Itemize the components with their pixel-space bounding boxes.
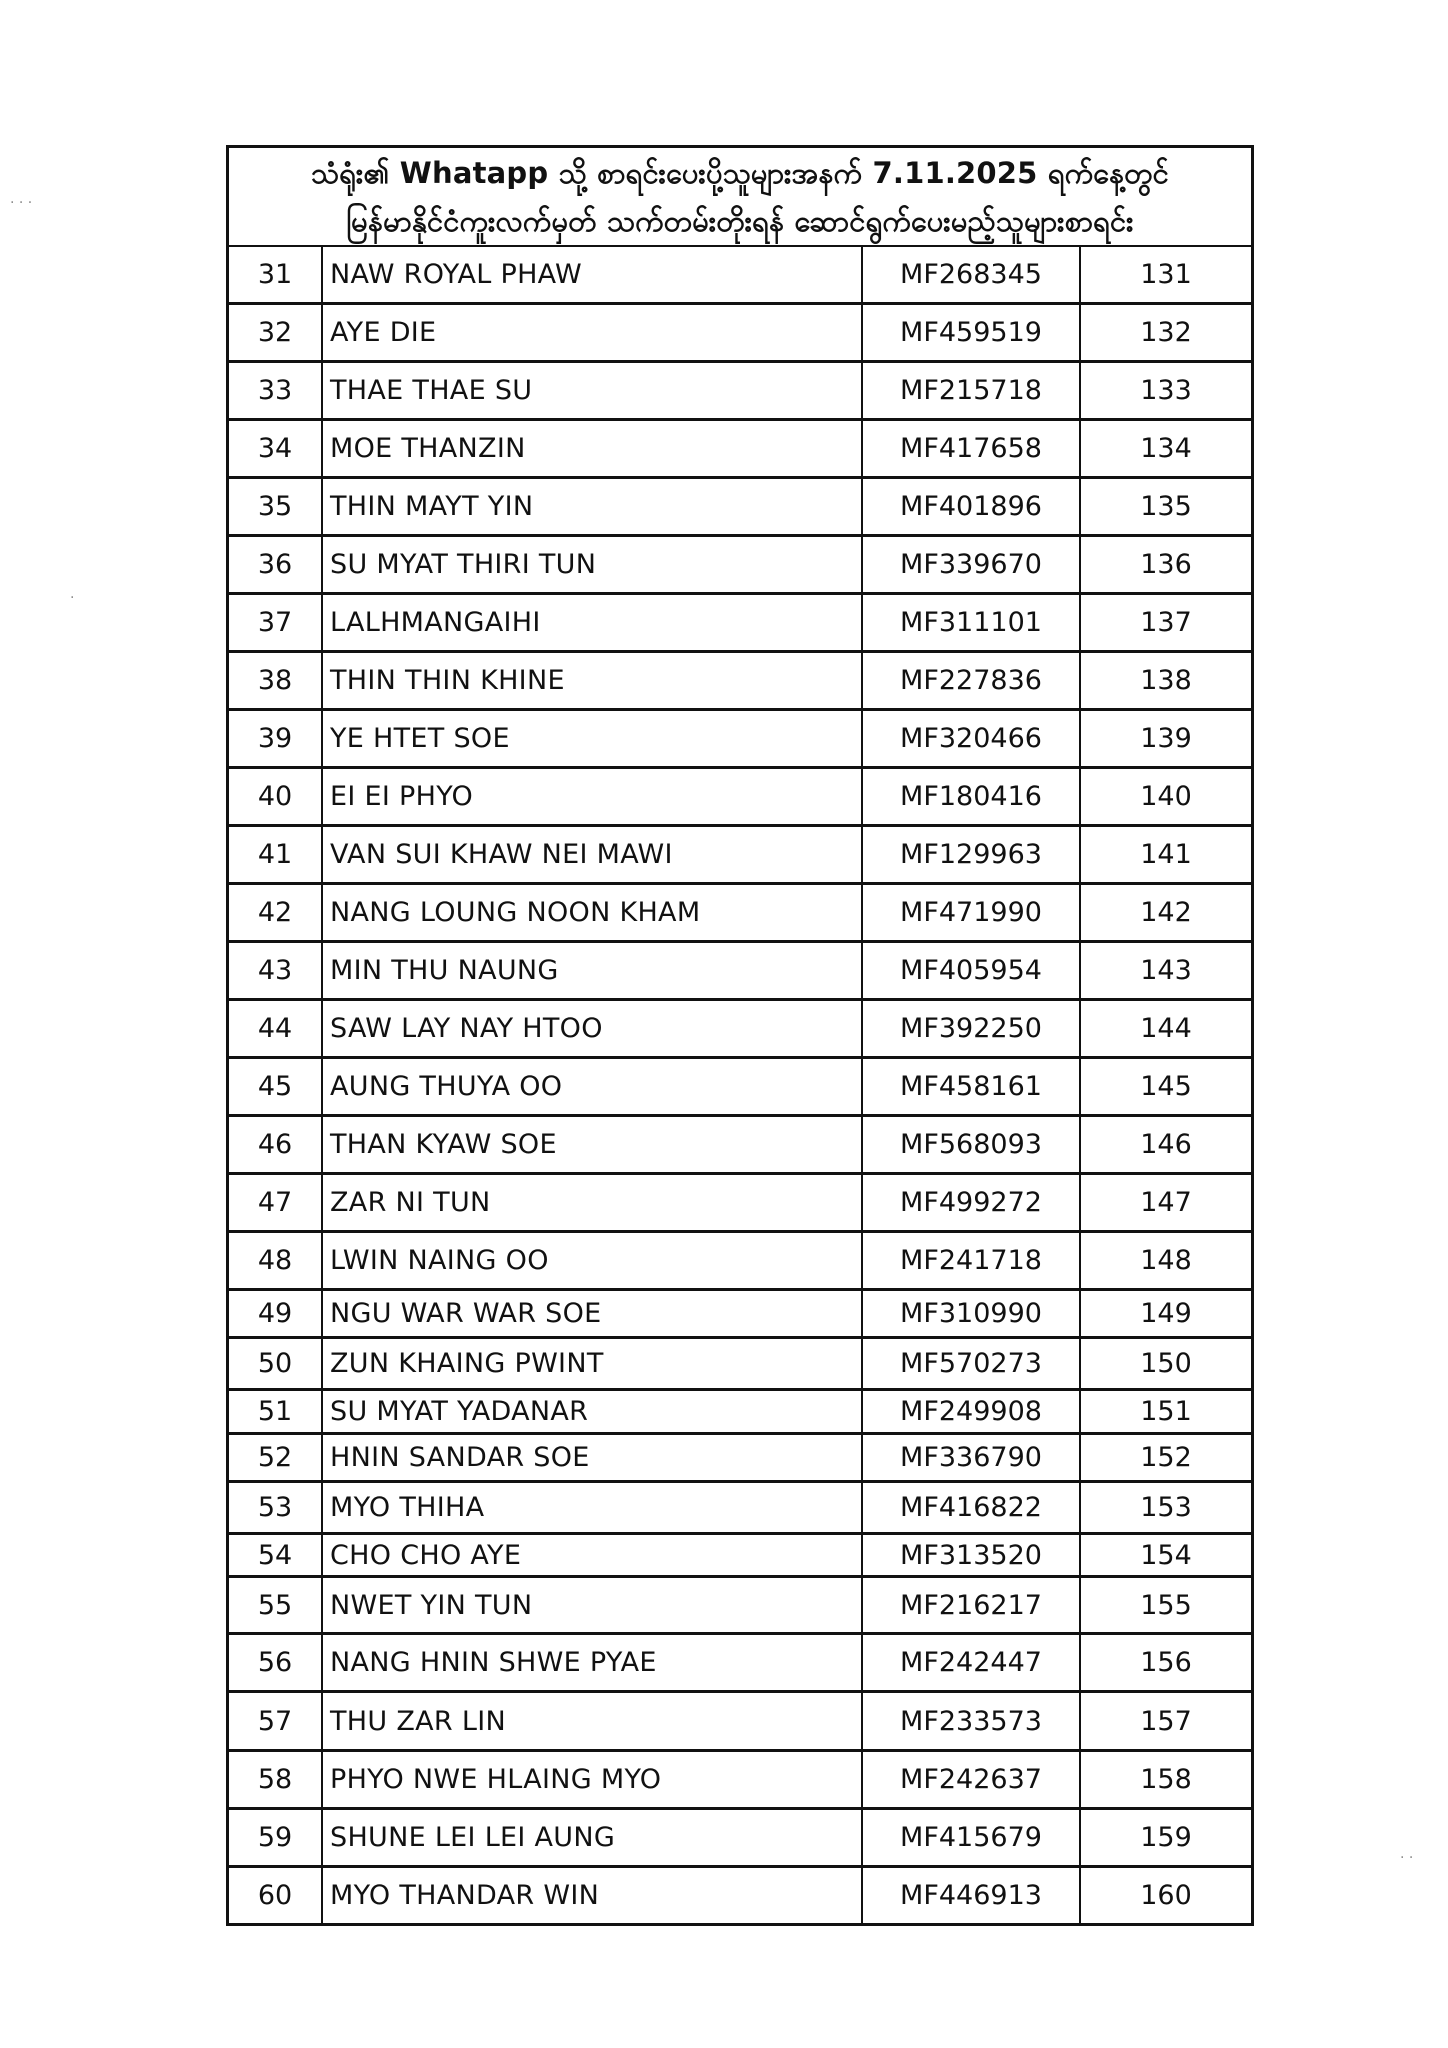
sequence-number: 133 [1140,375,1192,406]
table-row [226,653,1254,711]
person-name: SU MYAT THIRI TUN [323,537,863,592]
sequence-number: 159 [1140,1822,1192,1853]
person-name: THIN MAYT YIN [323,479,863,534]
table-row [226,1001,1254,1059]
person-name: MOE THANZIN [323,421,863,476]
person-name: NANG HNIN SHWE PYAE [323,1635,863,1690]
sequence-number: 145 [1140,1071,1192,1102]
passport-number: MF227836 [863,653,1081,708]
passport-number: MF339670 [863,537,1081,592]
passport-number: MF320466 [863,711,1081,766]
row-number: 54 [229,1535,323,1575]
passport-number: MF392250 [863,1001,1081,1056]
sequence-number: 158 [1140,1764,1192,1795]
table-row [226,1117,1254,1175]
row-number: 31 [229,247,323,302]
registration-table [226,145,1254,1926]
row-number: 40 [229,769,323,824]
passport-number: MF311101 [863,595,1081,650]
passport-number: MF416822 [863,1483,1081,1532]
table-row [226,1752,1254,1810]
row-number: 49 [229,1291,323,1336]
person-name: AUNG THUYA OO [323,1059,863,1114]
row-number: 39 [229,711,323,766]
person-name: LWIN NAING OO [323,1233,863,1288]
row-number: 58 [229,1752,323,1807]
row-number: 41 [229,827,323,882]
passport-number: MF216217 [863,1578,1081,1632]
sequence-number: 131 [1140,259,1192,290]
passport-number: MF336790 [863,1435,1081,1480]
passport-number: MF241718 [863,1233,1081,1288]
person-name: CHO CHO AYE [323,1535,863,1575]
passport-number: MF458161 [863,1059,1081,1114]
person-name: MIN THU NAUNG [323,943,863,998]
sequence-number: 135 [1140,491,1192,522]
person-name: YE HTET SOE [323,711,863,766]
row-number: 47 [229,1175,323,1230]
sequence-number: 146 [1140,1129,1192,1160]
table-row [226,537,1254,595]
row-number: 50 [229,1339,323,1388]
row-number: 45 [229,1059,323,1114]
passport-number: MF570273 [863,1339,1081,1388]
row-number: 53 [229,1483,323,1532]
person-name: SAW LAY NAY HTOO [323,1001,863,1056]
sequence-number: 151 [1140,1396,1192,1427]
passport-number: MF242447 [863,1635,1081,1690]
person-name: EI EI PHYO [323,769,863,824]
row-number: 48 [229,1233,323,1288]
sequence-number: 150 [1140,1348,1192,1379]
person-name: AYE DIE [323,305,863,360]
person-name: PHYO NWE HLAING MYO [323,1752,863,1807]
table-row [226,305,1254,363]
table-row [226,479,1254,537]
scan-speck: · · [1400,1850,1414,1866]
sequence-number: 144 [1140,1013,1192,1044]
scan-speck: · [70,590,75,606]
sequence-number: 140 [1140,781,1192,812]
row-number: 32 [229,305,323,360]
row-number: 59 [229,1810,323,1865]
sequence-number: 155 [1140,1589,1192,1621]
person-name: MYO THIHA [323,1483,863,1532]
table-row [226,711,1254,769]
table-row [226,1483,1254,1535]
table-row [226,1635,1254,1693]
sequence-number: 134 [1140,433,1192,464]
passport-number: MF459519 [863,305,1081,360]
table-row [226,1339,1254,1391]
table-row [226,1059,1254,1117]
person-name: NANG LOUNG NOON KHAM [323,885,863,940]
person-name: SHUNE LEI LEI AUNG [323,1810,863,1865]
row-number: 52 [229,1435,323,1480]
passport-number: MF249908 [863,1391,1081,1432]
passport-number: MF313520 [863,1535,1081,1575]
row-number: 36 [229,537,323,592]
table-row [226,247,1254,305]
passport-number: MF417658 [863,421,1081,476]
person-name: NGU WAR WAR SOE [323,1291,863,1336]
table-row [226,1578,1254,1635]
sequence-number: 138 [1140,665,1192,696]
person-name: THAE THAE SU [323,363,863,418]
person-name: NWET YIN TUN [323,1578,863,1632]
row-number: 33 [229,363,323,418]
row-number: 35 [229,479,323,534]
sequence-number: 160 [1140,1880,1192,1911]
passport-number: MF568093 [863,1117,1081,1172]
table-body [226,247,1254,1926]
table-title [226,145,1254,247]
passport-number: MF401896 [863,479,1081,534]
table-row [226,769,1254,827]
person-name: NAW ROYAL PHAW [323,247,863,302]
table-row [226,595,1254,653]
passport-number: MF215718 [863,363,1081,418]
sequence-number: 132 [1140,317,1192,348]
sequence-number: 137 [1140,607,1192,638]
row-number: 42 [229,885,323,940]
sequence-number: 139 [1140,723,1192,754]
passport-number: MF180416 [863,769,1081,824]
table-row [226,1233,1254,1291]
sequence-number: 152 [1140,1442,1192,1473]
title-line-1: သံရုံး၏ Whatapp သို့ စာရင်းပေးပို့သူများအနက် 7.11.2025 ရက်နေ့တွင် [311,155,1169,190]
sequence-number: 147 [1140,1187,1192,1218]
row-number: 46 [229,1117,323,1172]
passport-number: MF233573 [863,1693,1081,1749]
row-number: 38 [229,653,323,708]
row-number: 57 [229,1693,323,1749]
passport-number: MF268345 [863,247,1081,302]
row-number: 37 [229,595,323,650]
scan-speck: · · · [10,195,33,211]
person-name: THAN KYAW SOE [323,1117,863,1172]
passport-number: MF471990 [863,885,1081,940]
table-row [226,885,1254,943]
row-number: 34 [229,421,323,476]
table-row [226,1435,1254,1483]
table-row [226,943,1254,1001]
row-number: 60 [229,1868,323,1923]
passport-number: MF242637 [863,1752,1081,1807]
sequence-number: 141 [1140,839,1192,870]
table-row [226,827,1254,885]
table-row [226,1391,1254,1435]
passport-number: MF405954 [863,943,1081,998]
person-name: VAN SUI KHAW NEI MAWI [323,827,863,882]
sequence-number: 149 [1140,1298,1192,1329]
person-name: THIN THIN KHINE [323,653,863,708]
sequence-number: 153 [1140,1492,1192,1523]
person-name: ZUN KHAING PWINT [323,1339,863,1388]
table-row [226,1868,1254,1926]
sequence-number: 157 [1140,1705,1192,1737]
table-row [226,1175,1254,1233]
sequence-number: 142 [1140,897,1192,928]
title-line-2: မြန်မာနိုင်ငံကူးလက်မှတ် သက်တမ်းတိုးရန် ဆောင်ရွက်ပေးမည့်သူများစာရင်း [346,203,1134,238]
table-row [226,1291,1254,1339]
table-row [226,1535,1254,1578]
row-number: 44 [229,1001,323,1056]
passport-number: MF310990 [863,1291,1081,1336]
row-number: 43 [229,943,323,998]
person-name: SU MYAT YADANAR [323,1391,863,1432]
row-number: 56 [229,1635,323,1690]
row-number: 51 [229,1391,323,1432]
table-row [226,1693,1254,1752]
person-name: ZAR NI TUN [323,1175,863,1230]
person-name: HNIN SANDAR SOE [323,1435,863,1480]
table-row [226,1810,1254,1868]
passport-number: MF129963 [863,827,1081,882]
person-name: MYO THANDAR WIN [323,1868,863,1923]
person-name: LALHMANGAIHI [323,595,863,650]
passport-number: MF499272 [863,1175,1081,1230]
table-row [226,363,1254,421]
person-name: THU ZAR LIN [323,1693,863,1749]
passport-number: MF415679 [863,1810,1081,1865]
passport-number: MF446913 [863,1868,1081,1923]
row-number: 55 [229,1578,323,1632]
sequence-number: 154 [1140,1539,1192,1571]
table-row [226,421,1254,479]
sequence-number: 136 [1140,549,1192,580]
sequence-number: 156 [1140,1647,1192,1678]
sequence-number: 148 [1140,1245,1192,1276]
sequence-number: 143 [1140,955,1192,986]
